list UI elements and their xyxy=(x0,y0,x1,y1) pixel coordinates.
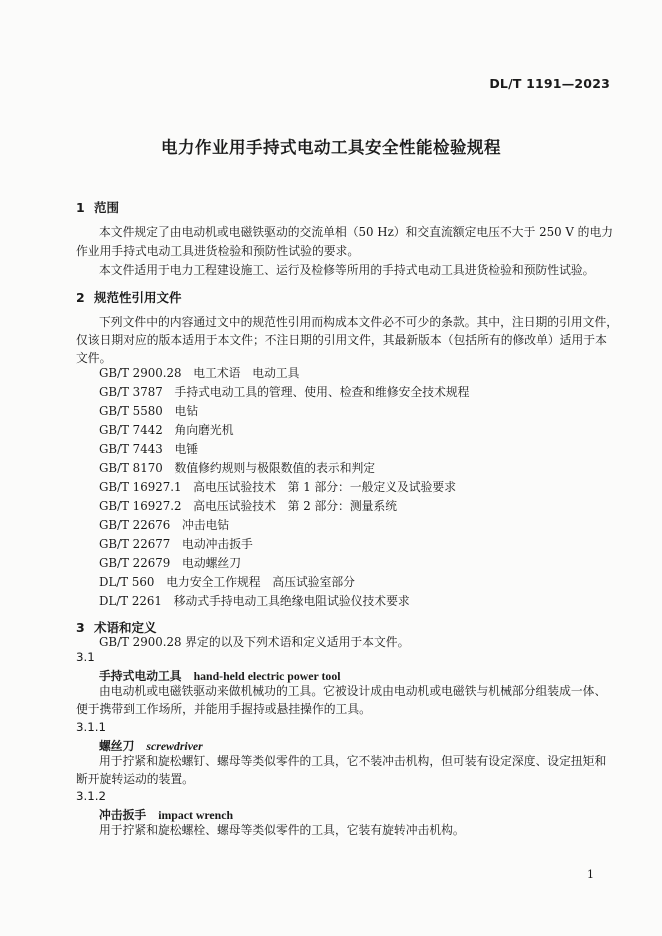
reference-code: GB/T 22679 xyxy=(99,556,171,570)
reference-item xyxy=(99,535,253,552)
reference-title: 手持式电动工具的管理、使用、检查和维修安全技术规程 xyxy=(174,385,470,399)
term-definition-line: 用于拧紧和旋松螺钉、螺母等类似零件的工具，它不装冲击机构，但可装有设定深度、设定扭矩和 xyxy=(99,754,607,768)
term-en: screwdriver xyxy=(146,739,203,753)
normref-line-1: 下列文件中的内容通过文中的规范性引用而构成本文件必不可少的条款。其中，注日期的引用文件， xyxy=(99,315,619,329)
reference-item xyxy=(99,497,397,514)
term-number: 3.1.2 xyxy=(76,789,107,803)
reference-title: 电钻 xyxy=(174,404,199,418)
reference-code: GB/T 2900.28 xyxy=(99,366,182,380)
scope-line-2: 作业用手持式电动工具进货检验和预防性试验的要求。 xyxy=(76,244,360,258)
reference-code: GB/T 16927.2 xyxy=(99,499,182,513)
scope-line-1: 本文件规定了由电动机或电磁铁驱动的交流单相（50 Hz）和交直流额定电压不大于 250 V 的电力 xyxy=(99,225,614,239)
reference-code: GB/T 16927.1 xyxy=(99,480,182,494)
term-heading xyxy=(99,737,203,754)
normref-line-2: 仅该日期对应的版本适用于本文件；不注日期的引用文件，其最新版本（包括所有的修改单）适用于本 xyxy=(76,333,607,347)
section-1-heading xyxy=(76,198,119,216)
term-definition-line: 用于拧紧和旋松螺栓、螺母等类似零件的工具，它装有旋转冲击机构。 xyxy=(99,823,465,837)
reference-code: DL/T 2261 xyxy=(99,594,162,608)
term-en: impact wrench xyxy=(158,808,234,822)
term-number: 3.1 xyxy=(76,650,95,664)
page-title: 电力作业用手持式电动工具安全性能检验规程 xyxy=(161,138,501,157)
reference-code: DL/T 560 xyxy=(99,575,155,589)
reference-title: 冲击电钻 xyxy=(182,518,230,532)
reference-title: 电力安全工作规程 高压试验室部分 xyxy=(166,575,355,589)
scope-line-3: 本文件适用于电力工程建设施工、运行及检修等所用的手持式电动工具进货检验和预防性试验。 xyxy=(99,263,595,277)
document-code: DL/T 1191—2023 xyxy=(489,76,610,91)
section-number: 2 xyxy=(76,290,85,305)
reference-item xyxy=(99,478,456,495)
reference-title: 电工术语 电动工具 xyxy=(193,366,300,380)
term-definition-line: 断开旋转运动的装置。 xyxy=(76,772,194,786)
term-en: hand-held electric power tool xyxy=(193,669,341,683)
term-zh: 手持式电动工具 xyxy=(99,669,182,683)
reference-code: GB/T 3787 xyxy=(99,385,163,399)
term-zh: 冲击扳手 xyxy=(99,808,147,822)
reference-item xyxy=(99,573,355,590)
section-title: 术语和定义 xyxy=(94,620,157,635)
reference-item xyxy=(99,402,198,419)
reference-title: 电锤 xyxy=(174,442,199,456)
reference-item xyxy=(99,459,375,476)
reference-title: 移动式手持电动工具绝缘电阻试验仪技术要求 xyxy=(173,594,410,608)
reference-code: GB/T 22677 xyxy=(99,537,171,551)
reference-title: 高电压试验技术 第 2 部分：测量系统 xyxy=(193,499,398,513)
reference-title: 高电压试验技术 第 1 部分：一般定义及试验要求 xyxy=(193,480,457,494)
reference-title: 数值修约规则与极限数值的表示和判定 xyxy=(174,461,376,475)
section-title: 规范性引用文件 xyxy=(94,290,182,305)
reference-code: GB/T 22676 xyxy=(99,518,171,532)
section-2-heading xyxy=(76,288,182,306)
reference-item xyxy=(99,383,469,400)
section-number: 3 xyxy=(76,620,85,635)
reference-title: 角向磨光机 xyxy=(174,423,234,437)
reference-code: GB/T 7443 xyxy=(99,442,163,456)
reference-code: GB/T 8170 xyxy=(99,461,163,475)
reference-item xyxy=(99,554,241,571)
reference-item xyxy=(99,440,198,457)
terms-intro: GB/T 2900.28 界定的以及下列术语和定义适用于本文件。 xyxy=(99,635,410,649)
reference-item xyxy=(99,516,229,533)
term-number: 3.1.1 xyxy=(76,720,107,734)
term-zh: 螺丝刀 xyxy=(99,739,135,753)
term-definition-line: 由电动机或电磁铁驱动来做机械功的工具。它被设计成由电动机或电磁铁与机械部分组装成一体、 xyxy=(99,684,607,698)
reference-title: 电动螺丝刀 xyxy=(182,556,242,570)
term-heading xyxy=(99,806,233,823)
normref-line-3: 文件。 xyxy=(76,351,112,365)
reference-item xyxy=(99,364,299,381)
term-heading xyxy=(99,667,341,684)
reference-title: 电动冲击扳手 xyxy=(182,537,253,551)
page-number: 1 xyxy=(587,868,594,881)
section-title: 范围 xyxy=(94,200,120,215)
section-number: 1 xyxy=(76,200,85,215)
reference-item xyxy=(99,421,234,438)
reference-item xyxy=(99,592,410,609)
reference-code: GB/T 7442 xyxy=(99,423,163,437)
term-definition-line: 便于携带到工作场所，并能用手握持或悬挂操作的工具。 xyxy=(76,702,371,716)
reference-code: GB/T 5580 xyxy=(99,404,163,418)
